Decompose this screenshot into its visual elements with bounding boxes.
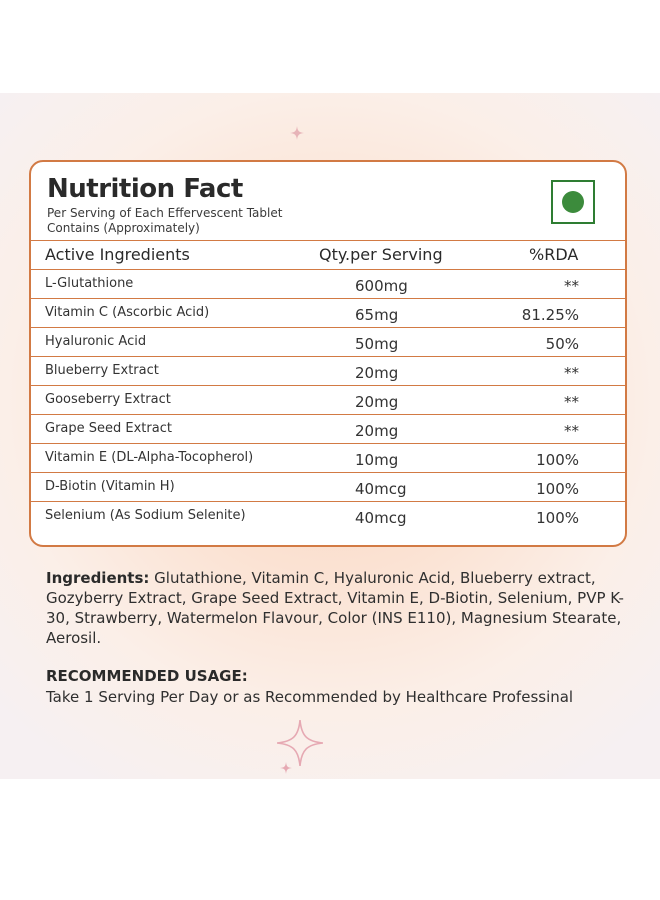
ingredients-paragraph: [46, 568, 636, 648]
ingredients-text: Glutathione, Vitamin C, Hyaluronic Acid, Blueberry extract, Gozyberry Extract, Grape Seed Extract, Vitamin E, D-Biotin, Selenium, PVP K-30, Strawberry, Watermelon Flavour, Color (INS E110), Magnesium Stearate, Aerosil.: [46, 569, 624, 647]
row-qty: 20mg: [355, 364, 399, 382]
veg-mark-icon: [551, 180, 595, 224]
usage-text: Take 1 Serving Per Day or as Recommended by Healthcare Professinal: [46, 688, 574, 706]
header-rda: %RDA: [529, 245, 579, 264]
row-name: Hyaluronic Acid: [45, 334, 147, 349]
sparkle-small-icon: [280, 762, 292, 774]
table-row: [31, 357, 625, 386]
row-rda: **: [564, 277, 579, 295]
row-name: Gooseberry Extract: [45, 392, 171, 407]
row-rda: 100%: [536, 451, 579, 469]
row-qty: 20mg: [355, 422, 399, 440]
table-row: [31, 299, 625, 328]
row-qty: 20mg: [355, 393, 399, 411]
row-rda: **: [564, 364, 579, 382]
row-name: D-Biotin (Vitamin H): [45, 479, 175, 494]
usage-heading: RECOMMENDED USAGE:: [46, 667, 248, 685]
table-row: [31, 415, 625, 444]
row-name: Grape Seed Extract: [45, 421, 172, 436]
table-row: [31, 270, 625, 299]
row-rda: 81.25%: [521, 306, 579, 324]
table-body: [31, 270, 625, 531]
header-qty: Qty.per Serving: [319, 245, 443, 264]
table-row: [31, 328, 625, 357]
row-rda: 100%: [536, 509, 579, 527]
nutrition-subtitle: Per Serving of Each Effervescent Tablet Contains (Approximately): [47, 206, 283, 235]
row-qty: 10mg: [355, 451, 399, 469]
header-ingredient: Active Ingredients: [45, 245, 190, 264]
row-rda: **: [564, 422, 579, 440]
row-rda: 50%: [545, 335, 579, 353]
row-qty: 40mcg: [355, 480, 407, 498]
row-qty: 65mg: [355, 306, 399, 324]
sparkle-icon: [290, 126, 304, 140]
ingredients-label: Ingredients:: [46, 569, 150, 587]
row-name: Vitamin C (Ascorbic Acid): [45, 305, 210, 320]
veg-dot: [562, 191, 584, 213]
sparkle-large-icon: [277, 720, 323, 766]
row-qty: 600mg: [355, 277, 408, 295]
row-name: Selenium (As Sodium Selenite): [45, 508, 246, 523]
table-header: [31, 240, 625, 270]
row-qty: 40mcg: [355, 509, 407, 527]
row-qty: 50mg: [355, 335, 399, 353]
row-rda: **: [564, 393, 579, 411]
nutrition-title: Nutrition Fact: [47, 174, 243, 204]
row-name: Vitamin E (DL-Alpha-Tocopherol): [45, 450, 254, 465]
nutrition-card: [29, 160, 627, 547]
table-row: [31, 502, 625, 531]
row-name: L-Glutathione: [45, 276, 134, 291]
table-row: [31, 444, 625, 473]
table-row: [31, 386, 625, 415]
row-rda: 100%: [536, 480, 579, 498]
table-row: [31, 473, 625, 502]
row-name: Blueberry Extract: [45, 363, 159, 378]
